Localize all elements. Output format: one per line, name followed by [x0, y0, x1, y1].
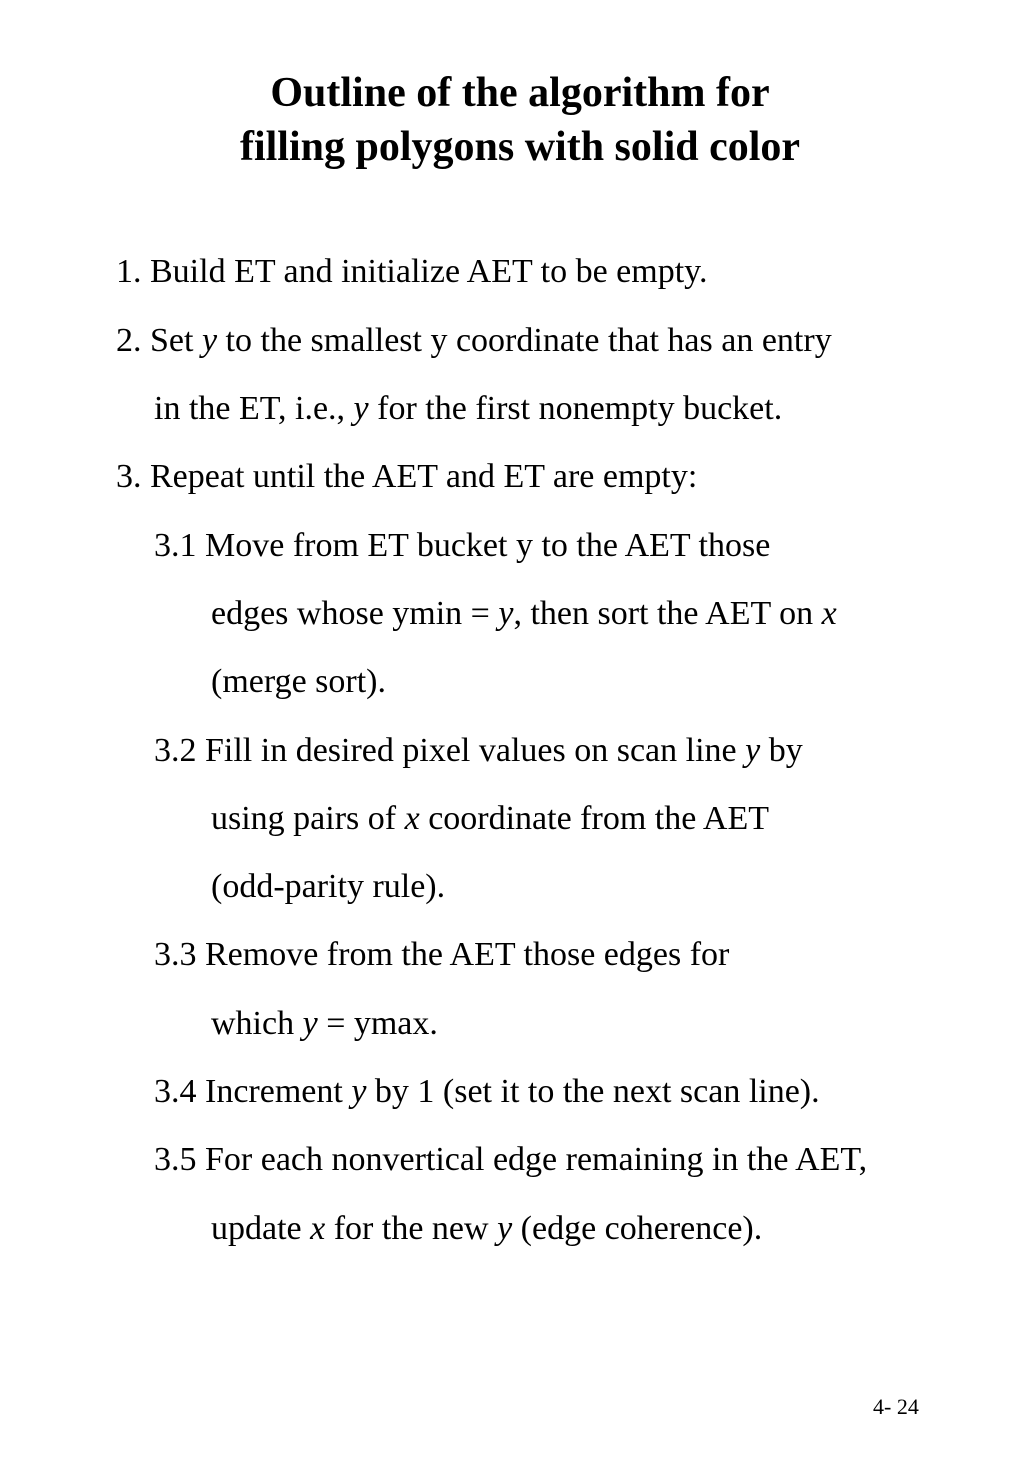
step-3-2-line-1: 3.2 Fill in desired pixel values on scan line y by: [154, 732, 803, 769]
slide-title-line-2: filling polygons with solid color: [239, 124, 801, 170]
step-2-line-2: in the ET, i.e., y for the first nonempty bucket.: [154, 390, 783, 427]
step-3-3-line-1: 3.3 Remove from the AET those edges for: [154, 936, 730, 973]
step-3: 3. Repeat until the AET and ET are empty:: [116, 458, 698, 495]
step-3-5-line-1: 3.5 For each nonvertical edge remaining in the AET,: [154, 1141, 868, 1178]
step-3-1-line-1: 3.1 Move from ET bucket y to the AET those: [154, 527, 771, 564]
step-3-1-line-3: (merge sort).: [211, 663, 386, 700]
page-number: 4- 24: [873, 1394, 919, 1419]
step-3-2-line-3: (odd-parity rule).: [211, 868, 446, 905]
step-3-5-line-2: update x for the new y (edge coherence).: [211, 1210, 763, 1247]
step-2-line-1: 2. Set y to the smallest y coordinate that has an entry: [116, 322, 832, 359]
step-3-2-line-2: using pairs of x coordinate from the AET: [211, 800, 770, 837]
slide-title-line-1: Outline of the algorithm for: [270, 70, 770, 116]
step-3-4: 3.4 Increment y by 1 (set it to the next scan line).: [154, 1073, 820, 1110]
step-3-3-line-2: which y = ymax.: [211, 1005, 438, 1042]
step-3-1-line-2: edges whose ymin = y, then sort the AET on x: [211, 595, 837, 632]
step-1: 1. Build ET and initialize AET to be empty.: [116, 253, 708, 290]
